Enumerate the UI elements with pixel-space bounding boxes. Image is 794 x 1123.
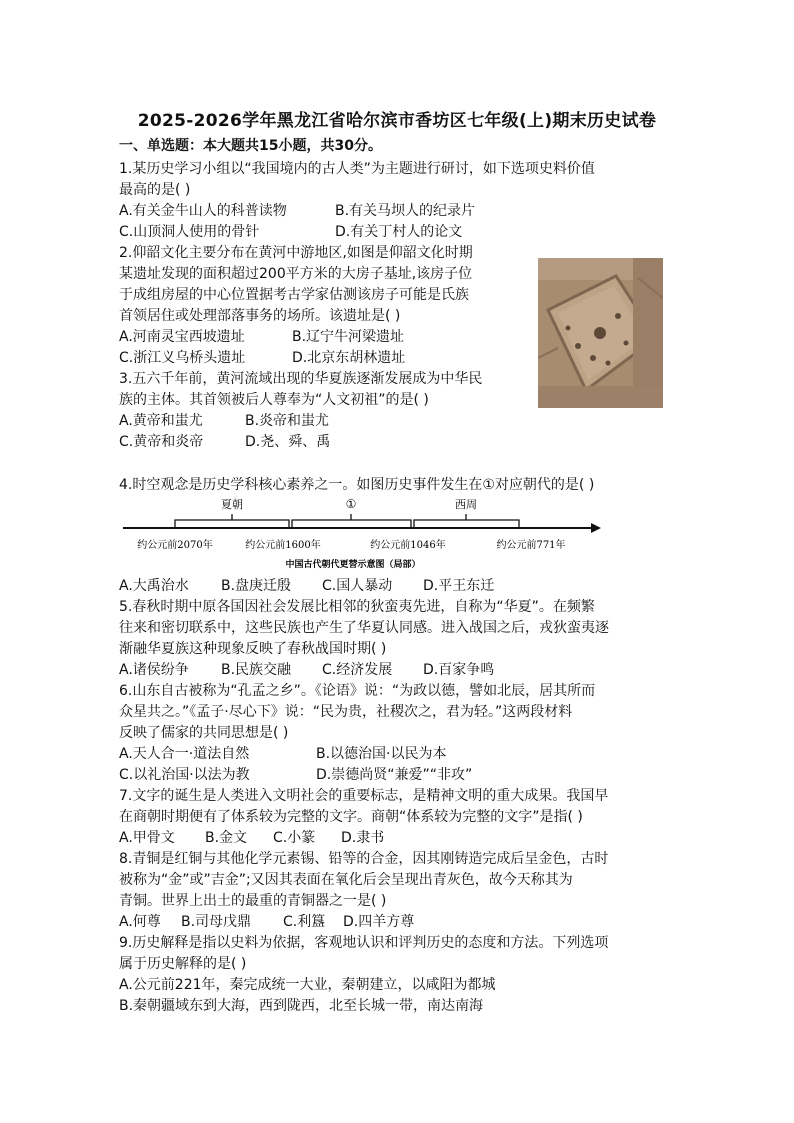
- q3-stem-line1: 3.五六千年前，黄河流域出现的华夏族逐渐发展成为中华民: [119, 371, 483, 387]
- q8-option-c: C.利簋: [283, 914, 326, 930]
- q1-option-d: D.有关丁村人的论文: [335, 224, 463, 240]
- q4-stem: 4.时空观念是历史学科核心素养之一。如图历史事件发生在①对应朝代的是( ): [119, 477, 595, 493]
- q4-option-b: B.盘庚迁殷: [221, 578, 292, 594]
- q7-option-d: D.隶书: [341, 830, 385, 846]
- q7-stem-line2: 在商朝时期便有了体系较为完整的文字。商朝“体系较为完整的文字”是指( ): [119, 809, 583, 825]
- q8-stem-line1: 8.青铜是红铜与其他化学元素锡、铅等的合金，因其刚铸造完成后呈金色，古时: [119, 851, 609, 867]
- q7-option-a: A.甲骨文: [119, 830, 175, 846]
- timeline-date-3: 约公元前1046年: [370, 540, 446, 551]
- q8-option-a: A.何尊: [119, 914, 161, 930]
- q9-option-b: B.秦朝疆域东到大海，西到陇西，北至长城一带，南达南海: [119, 998, 484, 1014]
- q4-option-c: C.国人暴动: [322, 578, 393, 594]
- q2-option-b: B.辽宁牛河梁遗址: [292, 329, 405, 345]
- dynasty-timeline: [119, 490, 609, 572]
- q6-option-b: B.以德治国·以民为本: [316, 746, 447, 762]
- q8-option-b: B.司母戊鼎: [181, 914, 252, 930]
- q5-option-b: B.民族交融: [221, 662, 292, 678]
- q3-option-d: D.尧、舜、禹: [245, 434, 331, 450]
- q7-option-b: B.金文: [205, 830, 248, 846]
- timeline-date-1: 约公元前2070年: [137, 540, 213, 551]
- q3-option-a: A.黄帝和蚩尤: [119, 413, 203, 429]
- timeline-date-2: 约公元前1600年: [245, 540, 321, 551]
- timeline-label-xia: 夏朝: [221, 498, 243, 511]
- q6-option-c: C.以礼治国·以法为教: [119, 767, 250, 783]
- q2-stem-line3: 于成组房屋的中心位置据考古学家估测该房子可能是氏族: [119, 287, 469, 303]
- q4-option-a: A.大禹治水: [119, 578, 189, 594]
- q6-option-a: A.天人合一·道法自然: [119, 746, 250, 762]
- timeline-date-4: 约公元前771年: [496, 540, 566, 551]
- q1-stem-line1: 1.某历史学习小组以“我国境内的古人类”为主题进行研讨，如下选项史料价值: [119, 161, 595, 177]
- q7-option-c: C.小篆: [273, 830, 316, 846]
- q1-stem-line2: 最高的是( ): [119, 182, 191, 198]
- q5-option-c: C.经济发展: [322, 662, 393, 678]
- q2-option-d: D.北京东胡林遗址: [292, 350, 406, 366]
- q5-stem-line1: 5.春秋时期中原各国因社会发展比相邻的狄蛮夷先进，自称为“华夏”。在频繁: [119, 599, 595, 615]
- timeline-label-circle-1: ①: [345, 497, 357, 511]
- q6-option-d: D.崇德尚贤“兼爱”“非攻”: [316, 767, 473, 783]
- q2-option-c: C.浙江义乌桥头遗址: [119, 350, 246, 366]
- q4-option-d: D.平王东迁: [423, 578, 495, 594]
- exam-title: 2025-2026学年黑龙江省哈尔滨市香坊区七年级(上)期末历史试卷: [137, 111, 657, 131]
- q9-stem-line2: 属于历史解释的是( ): [119, 956, 247, 972]
- timeline-graphic: [119, 490, 609, 572]
- q9-option-a: A.公元前221年，秦完成统一大业，秦朝建立，以咸阳为都城: [119, 977, 496, 993]
- q9-stem-line1: 9.历史解释是指以史料为依据，客观地认识和评判历史的态度和方法。下列选项: [119, 935, 609, 951]
- q8-option-d: D.四羊方尊: [343, 914, 415, 930]
- q2-stem-line2: 某遗址发现的面积超过200平方米的大房子基址,该房子位: [119, 266, 473, 282]
- excavation-site-photo: [538, 258, 663, 408]
- q5-option-a: A.诸侯纷争: [119, 662, 189, 678]
- q1-option-b: B.有关马坝人的纪录片: [335, 203, 476, 219]
- q5-stem-line3: 渐融华夏族这种现象反映了春秋战国时期( ): [119, 641, 387, 657]
- timeline-caption: 中国古代朝代更替示意图（局部）: [285, 560, 421, 570]
- q3-option-c: C.黄帝和炎帝: [119, 434, 204, 450]
- q2-stem-line4: 首领居住或处理部落事务的场所。该遗址是( ): [119, 308, 401, 324]
- section-heading: 一、单选题：本大题共15小题，共30分。: [119, 138, 382, 154]
- q2-option-a: A.河南灵宝西坡遗址: [119, 329, 245, 345]
- q6-stem-line1: 6.山东自古被称为“孔孟之乡”。《论语》说：“为政以德，譬如北辰，居其所而: [119, 683, 596, 699]
- q5-option-d: D.百家争鸣: [423, 662, 495, 678]
- q6-stem-line3: 反映了儒家的共同思想是( ): [119, 725, 289, 741]
- q3-option-b: B.炎帝和蚩尤: [245, 413, 330, 429]
- q2-stem-line1: 2.仰韶文化主要分布在黄河中游地区,如图是仰韶文化时期: [119, 245, 473, 261]
- q1-option-a: A.有关金牛山人的科普读物: [119, 203, 287, 219]
- timeline-label-xizhou: 西周: [455, 498, 477, 511]
- q8-stem-line2: 被称为“金”或”吉金”;又因其表面在氧化后会呈现出青灰色，故今天称其为: [119, 872, 573, 888]
- q1-option-c: C.山顶洞人使用的骨针: [119, 224, 260, 240]
- q3-stem-line2: 族的主体。其首领被后人尊奉为“人文初祖”的是( ): [119, 392, 429, 408]
- q7-stem-line1: 7.文字的诞生是人类进入文明社会的重要标志，是精神文明的重大成果。我国早: [119, 788, 609, 804]
- q8-stem-line3: 青铜。世界上出土的最重的青铜器之一是( ): [119, 893, 387, 909]
- q6-stem-line2: 众星共之。”《孟子·尽心下》说：“民为贵，社稷次之，君为轻。”这两段材料: [119, 704, 573, 720]
- q5-stem-line2: 往来和密切联系中，这些民族也产生了华夏认同感。进入战国之后，戎狄蛮夷逐: [119, 620, 609, 636]
- excavation-photo-graphic: [538, 258, 663, 408]
